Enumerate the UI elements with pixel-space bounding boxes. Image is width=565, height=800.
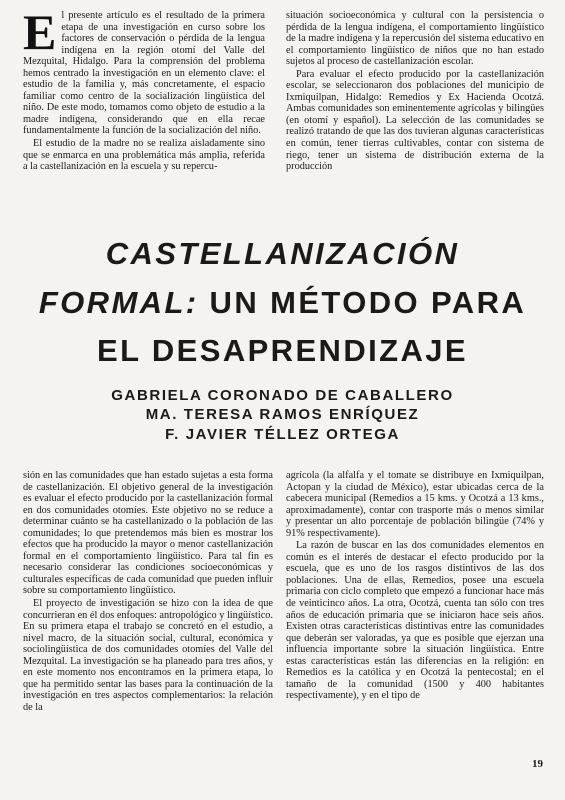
text-column-bottom-right — [286, 470, 544, 752]
author-name: MA. TERESA RAMOS ENRÍQUEZ — [145, 406, 420, 423]
paragraph: agrícola (la alfalfa y el tomate se distribuye en Ixmiquilpan, Actopan y la ciudad de México), estar ubicadas cerca de la cabecera municipal (Remedios a 15 kms. y Ocotzá a 13 kms., aproximadamente), contar con trasporte más o menos similar y presentar un alto porcentaje de población bilingüe (74% y 91% respectivamente). — [286, 470, 544, 539]
paragraph: sión en las comunidades que han estado sujetas a esta forma de castellanización. El objetivo general de la investigación es evaluar el efecto producido por la castellanización formal en dos comunidades otomíes. Este objetivo no se reduce a determinar cuánto se ha castellanizado o la población de las comunidades; lo que pretendemos más bien es mostrar los efectos que ha producido la mayor o menor castellanización formal en el comportamiento lingüístico. Para tal fin es necesario considerar las condiciones socioeconómicas y culturales específicas de cada comunidad que pueden influir sobre su comportamiento lingüístico. — [23, 470, 273, 597]
text-column-top-right — [286, 10, 544, 216]
article-title-line-2 — [20, 285, 545, 321]
text-column-bottom-left — [23, 470, 273, 752]
page-number: 19 — [532, 758, 543, 770]
paragraph: Para evaluar el efecto producido por la castellanización escolar, se seleccionaron dos poblaciones del municipio de Ixmiquilpan, Hidalgo: Remedios y Ex Hacienda Ocotzá. Ambas comunidades son eminentemente agrícolas y bilingües (en otomí y español). La selección de las comunidades se realizó tratando de que las dos tuvieran algunas características en común, tener tierras cultivables, contar con sistema de riego, tener un sistema de distribución externa de la producción — [286, 68, 544, 173]
paragraph: La razón de buscar en las dos comunidades elementos en común es el interés de destacar el efecto producido por la escuela, que es uno de los rasgos distintivos de las dos poblaciones. Una de ellas, Remedios, posee una escuela primaria con ciclo completo que empezó a funcionar hace más de veinticinco años. La otra, Ocotzá, cuenta tan sólo con tres años de educación primaria que se iniciaron hace seis años. Existen otras características distintivas entre las comunidades que deberán ser valoradas, ya que es posible que ejerzan una influencia importante sobre la situación lingüística. Entre estas características están las diferencias en la religión: en Remedios es la católica y en Ocotzá la pentecostal; en el tamaño de la comunidad (1500 y 400 habitantes respectivamente), y en el tipo de — [286, 540, 544, 702]
paragraph: El presente artículo es el resultado de la primera etapa de una investigación en curso sobre los factores de conservación o pérdida de la lengua indígena en la región otomí del Valle del Mezquital, Hidalgo. Para la comprensión del problema hemos centrado la investigación en un elemento clave: el estudio de la familia y, más concretamente, el espacio familiar como centro de la socialización lingüística del niño. De este modo, tomamos como objeto de estudio a la madre indígena, considerando que en ella recae fundamentalmente la función de la socialización del niño. — [23, 10, 265, 137]
paragraph: situación socioeconómica y cultural con la persistencia o pérdida de la lengua indígena, el comportamiento lingüístico de la madre indígena y la repercusión del sistema educativo en el comportamiento lingüístico de niños que no han estado sujetos al proceso de castellanización escolar. — [286, 10, 544, 68]
text-column-top-left — [23, 10, 265, 216]
paragraph: El proyecto de investigación se hizo con la idea de que concurrieran en él dos enfoques: antropológico y lingüístico. En su primera etapa el trabajo se concretó en el estudio, a nivel macro, de la situación social, cultural, económica y sociolingüística de dos comunidades otomíes del Valle del Mezquital. La investigación se ha planeado para tres años, y en este momento nos encontramos en la primera etapa, lo que ha permitido sentar las bases para la continuación de la investigación en tres aspectos complementarios: la relación de la — [23, 598, 273, 713]
article-title-line-1: CASTELLANIZACIÓN — [105, 236, 460, 271]
article-title-line-3: EL DESAPRENDIZAJE — [97, 333, 468, 368]
author-name: GABRIELA CORONADO DE CABALLERO — [111, 387, 454, 404]
title-rest: UN MÉTODO PARA — [198, 285, 527, 320]
title-italic-word: FORMAL: — [38, 285, 199, 320]
author-name: F. JAVIER TÉLLEZ ORTEGA — [165, 426, 400, 443]
paragraph: El estudio de la madre no se realiza aisladamente sino que se enmarca en una problemática más amplia, referida a la castellanización en la escuela y su repercu- — [23, 138, 265, 173]
drop-cap: E — [23, 10, 57, 60]
